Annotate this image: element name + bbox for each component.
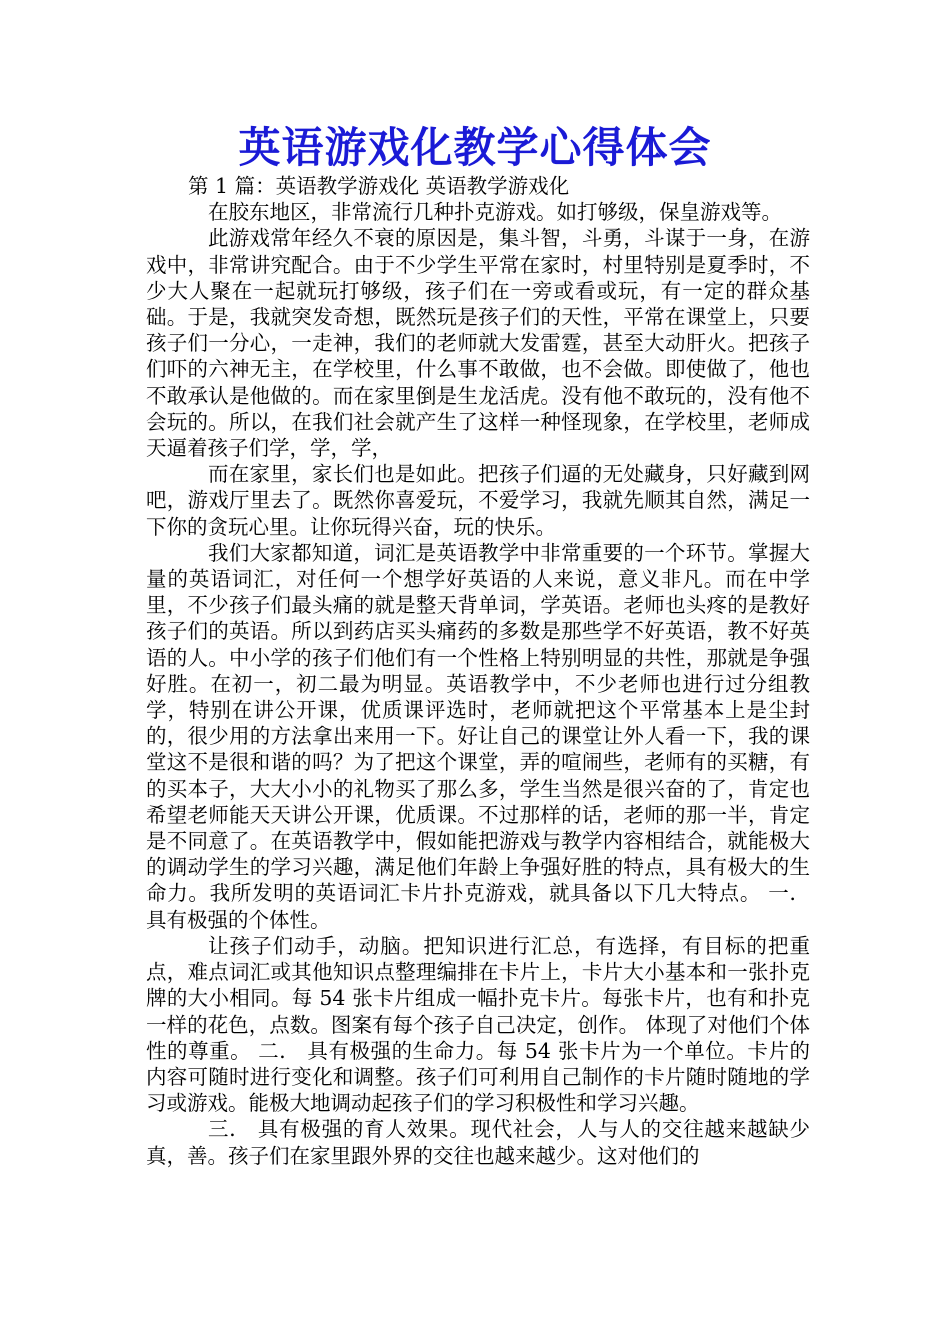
paragraph: 而在家里，家长们也是如此。把孩子们逼的无处藏身，只好藏到网吧，游戏厅里去了。既然你喜爱玩，不爱学习，我就先顺其自然，满足一下你的贪玩心里。让你玩得兴奋，玩的快乐。 [146, 462, 810, 539]
paragraph: 我们大家都知道，词汇是英语教学中非常重要的一个环节。掌握大量的英语词汇，对任何一个想学好英语的人来说，意义非凡。而在中学里，不少孩子们最头痛的就是整天背单词，学英语。老师也头疼的是教好孩子们的英语。所以到药店买头痛药的多数是那些学不好英语，教不好英语的人。中小学的孩子们他们有一个性格上特别明显的共性，那就是争强好胜。在初一，初二最为明显。英语教学中，不少老师也进行过分组教学，特别在讲公开课，优质课评选时，老师就把这个平常基本上是尘封的，很少用的方法拿出来用一下。好让自己的课堂让外人看一下，我的课堂这不是很和谐的吗？为了把这个课堂，弄的喧闹些，老师有的买糖，有的买本子，大大小小的礼物买了那么多，学生当然是很兴奋的了，肯定也希望老师能天天讲公开课，优质课。不过那样的话，老师的那一半，肯定是不同意了。在英语教学中，假如能把游戏与教学内容相结合，就能极大的调动学生的学习兴趣，满足他们年龄上争强好胜的特点，具有极大的生命力。我所发明的英语词汇卡片扑克游戏，就具备以下几大特点。 一． 具有极强的个体性。 [146, 540, 810, 932]
paragraph: 此游戏常年经久不衰的原因是，集斗智，斗勇，斗谋于一身，在游戏中，非常讲究配合。由于不少学生平常在家时，村里特别是夏季时，不少大人聚在一起就玩打够级，孩子们在一旁或看或玩，有一定的群众基础。于是，我就突发奇想，既然玩是孩子们的天性，平常在课堂上，只要孩子们一分心，一走神，我们的老师就大发雷霆，甚至大动肝火。把孩子们吓的六神无主，在学校里，什么事不敢做，也不会做。即使做了，他也不敢承认是他做的。而在家里倒是生龙活虎。没有他不敢玩的，没有他不会玩的。所以，在我们社会就产生了这样一种怪现象，在学校里，老师成天逼着孩子们学，学，学， [146, 226, 810, 461]
document-body [146, 173, 810, 1169]
paragraph: 在胶东地区，非常流行几种扑克游戏。如打够级，保皇游戏等。 [208, 200, 782, 225]
document-title: 英语游戏化教学心得体会 [238, 123, 712, 172]
paragraph: 三． 具有极强的育人效果。现代社会，人与人的交往越来越缺少真，善。孩子们在家里跟外界的交往也越来越少。这对他们的 [146, 1117, 810, 1168]
article-heading: 第 1 篇：英语教学游戏化 英语教学游戏化 [188, 174, 570, 198]
paragraph: 让孩子们动手，动脑。把知识进行汇总，有选择，有目标的把重点，难点词汇或其他知识点整理编排在卡片上，卡片大小基本和一张扑克牌的大小相同。每 54 张卡片组成一幅扑克卡片。每张卡片，也有和扑克一样的花色，点数。图案有每个孩子自己决定，创作。 体现了对他们个体性的尊重。 二． 具有极强的生命力。每 54 张卡片为一个单位。卡片的内容可随时进行变化和调整。孩子们可利用自己制作的卡片随时随地的学习或游戏。能极大地调动起孩子们的学习积极性和学习兴趣。 [146, 933, 810, 1116]
